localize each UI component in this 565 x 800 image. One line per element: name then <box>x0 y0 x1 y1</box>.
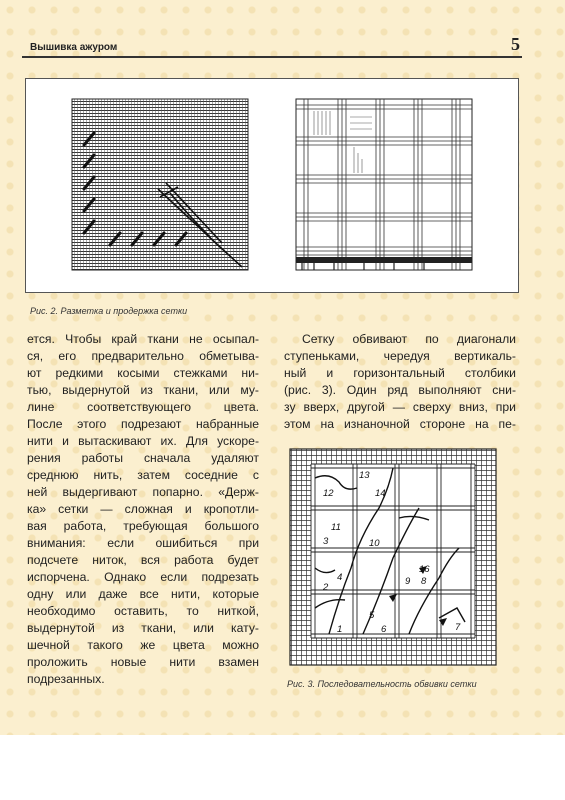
figure-2-right-drawing <box>294 97 474 272</box>
left-text-column <box>27 331 259 688</box>
text-line: тью, выдернутой из ткани, или му- <box>27 383 259 397</box>
figure-3-label: 6 <box>381 624 387 635</box>
text-line: подрезанных. <box>27 672 105 686</box>
figure-2-left-drawing <box>70 97 250 272</box>
text-line: шечной такого же цвета можно <box>27 638 259 652</box>
figure-3-drawing <box>289 448 497 666</box>
text-line: лине соответствующего цвета. <box>27 400 259 414</box>
text-line: ся, его предварительно обметыва- <box>27 349 259 363</box>
figure-3-label: 10 <box>369 538 380 549</box>
figure-3-label: 7 <box>455 622 461 633</box>
text-line: ней выдергивают попарно. «Держ- <box>27 485 259 499</box>
figure-3-label: 11 <box>331 522 341 533</box>
text-line: ный и горизонтальный столбики <box>284 366 516 380</box>
right-text-column <box>284 331 516 433</box>
page-number: 5 <box>511 34 520 54</box>
text-line: рения работы сначала удаляют <box>27 451 259 465</box>
text-line: ка» сетки — сложная и кропотли- <box>27 502 259 516</box>
text-line: необходимо оставить, то ниткой, <box>27 604 259 618</box>
text-line: ется. Чтобы край ткани не осыпал- <box>27 332 259 346</box>
figure-3-label: 5 <box>369 610 375 621</box>
figure-3-label: 8 <box>421 576 427 587</box>
figure-3-label: 2 <box>323 582 329 593</box>
text-line: зу вверх, другой — сверху вниз, при <box>284 400 516 414</box>
figure-3-label: 14 <box>375 488 386 499</box>
text-line: одну или даже все нити, которые <box>27 587 259 601</box>
text-line: нити и вытаскивают их. Для ускоре- <box>27 434 259 448</box>
text-line: После этого подрезают набранные <box>27 417 259 431</box>
text-line: испорчена. Однако если подрезать <box>27 570 259 584</box>
figure-3-label: 1 <box>337 624 343 635</box>
figure-3-caption: Рис. 3. Последовательность обвивки сетки <box>287 679 477 689</box>
text-line: вая работа, требующая большого <box>27 519 259 533</box>
figure-2-frame <box>25 78 519 293</box>
header-rule <box>22 56 522 58</box>
text-line: выдернутой из ткани, или кату- <box>27 621 259 635</box>
figure-2-caption: Рис. 2. Разметка и продержка сетки <box>30 306 188 316</box>
figure-3-label: 13 <box>359 470 370 481</box>
running-header <box>22 36 522 58</box>
text-line: внимания: если ошибиться при <box>27 536 259 550</box>
text-line: этом на изнаночной стороне на пе- <box>284 417 516 431</box>
figure-3-label: 12 <box>323 488 334 499</box>
text-line: ют редкими косыми стежками ни- <box>27 366 259 380</box>
text-line: проложить новые нити взамен <box>27 655 259 669</box>
figure-3-label: 9 <box>405 576 411 587</box>
scan-margin <box>0 735 565 800</box>
text-line: ступеньками, чередуя вертикаль- <box>284 349 516 363</box>
figure-3-label: 4 <box>337 572 343 583</box>
text-line: среднюю нить, затем соседние с <box>27 468 259 482</box>
text-line: подсчете ниток, вся работа будет <box>27 553 259 567</box>
text-line: Сетку обвивают по диагонали <box>302 332 516 346</box>
text-line: (рис. 3). Один ряд выполняют сни- <box>284 383 516 397</box>
figure-3-label: 3 <box>323 536 329 547</box>
figure-3-label: 16 <box>419 564 430 575</box>
running-header-title: Вышивка ажуром <box>30 42 118 53</box>
